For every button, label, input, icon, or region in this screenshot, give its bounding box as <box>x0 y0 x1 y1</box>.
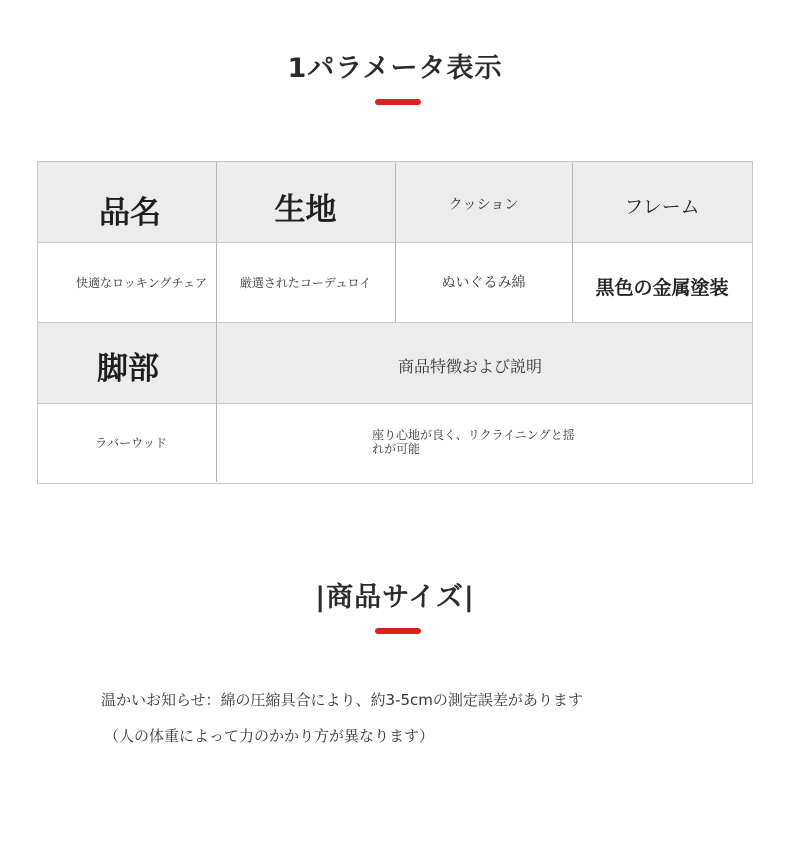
value-cushion: ぬいぐるみ綿 <box>441 275 526 291</box>
size-section-title: |商品サイズ| <box>315 582 475 613</box>
header-cushion: クッション <box>448 197 519 213</box>
value-product-name: 快適なロッキングチェア <box>76 275 208 290</box>
parameter-title-underline <box>375 99 421 105</box>
measurement-note: 温かいお知らせ：綿の圧縮具合により、約3-5cmの測定誤差があります <box>101 691 583 709</box>
header-legs: 脚部 <box>97 350 159 387</box>
value-legs: ラバーウッド <box>95 436 167 450</box>
weight-note: （人の体重によって力のかかり方が異なります） <box>104 727 435 745</box>
parameter-section-title: 1パラメータ表示 <box>287 53 503 84</box>
header-features: 商品特徴および説明 <box>397 356 542 376</box>
header-frame: フレーム <box>624 195 700 218</box>
value-frame: 黒色の金属塗装 <box>595 276 729 299</box>
value-features: 座り心地が良く、リクライニングと揺れが可能 <box>372 428 575 456</box>
spec-table <box>37 161 753 484</box>
header-fabric: 生地 <box>274 191 337 228</box>
header-product-name: 品名 <box>99 194 161 231</box>
size-title-underline <box>375 628 421 634</box>
value-fabric: 厳選されたコーデュロイ <box>239 275 372 290</box>
